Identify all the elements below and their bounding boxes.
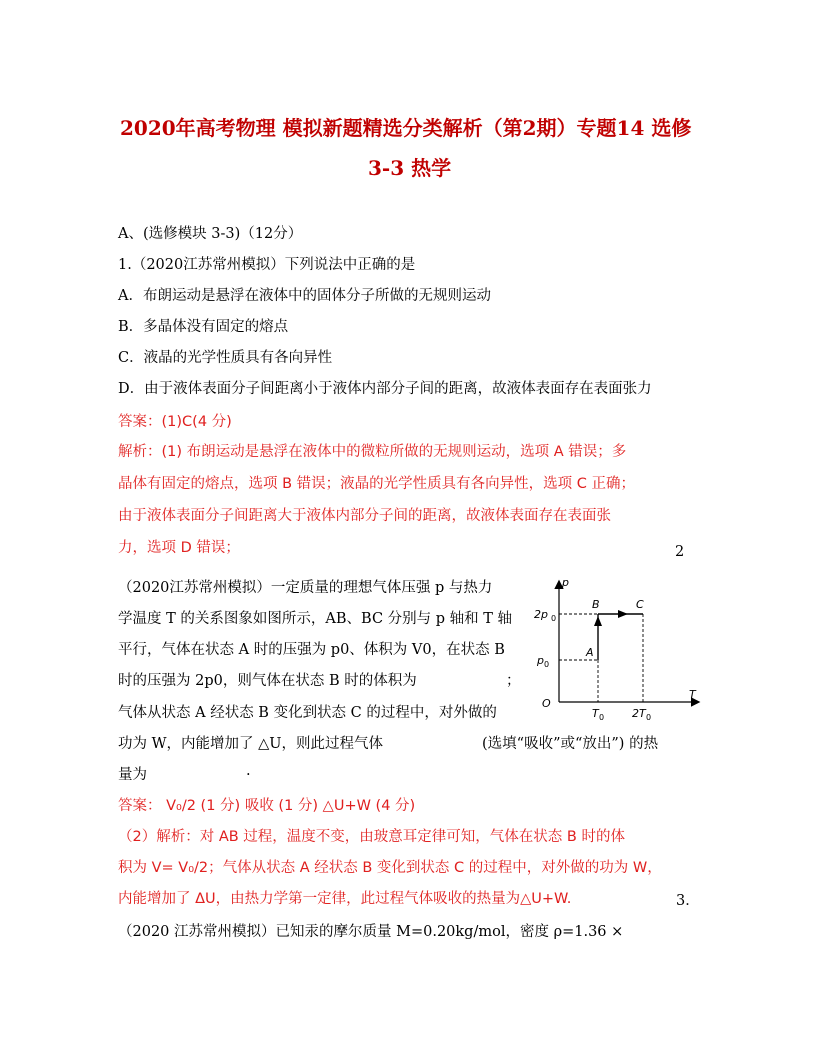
- label-T0: T: [592, 707, 599, 720]
- label-p0-sub: 0: [544, 660, 550, 669]
- pt-graph-figure: [528, 574, 706, 724]
- q1-option-c: C．液晶的光学性质具有各向异性: [118, 350, 333, 366]
- label-point-a: A: [586, 646, 594, 659]
- label-point-b: B: [592, 598, 600, 611]
- q2-text-line-7: 量为: [118, 767, 147, 783]
- q1-option-b: B．多晶体没有固定的熔点: [118, 319, 289, 335]
- q2-blank-1-end: ；: [506, 673, 521, 689]
- label-T: T: [689, 688, 696, 701]
- q2-text-line-2: 学温度 T 的关系图象如图所示，AB、BC 分别与 p 轴和 T 轴: [118, 611, 513, 627]
- q2-text-line-3: 平行，气体在状态 A 时的压强为 p0、体积为 V0，在状态 B: [118, 642, 505, 658]
- arrow-bc: [618, 610, 628, 618]
- q2-analysis-line-1: （2）解析：对 AB 过程，温度不变，由玻意耳定律可知，气体在状态 B 时的体: [118, 829, 625, 845]
- q1-analysis-line-1: 解析：(1) 布朗运动是悬浮在液体中的微粒所做的无规则运动，选项 A 错误；多: [118, 444, 627, 460]
- label-origin: O: [542, 697, 551, 710]
- arrow-ab: [594, 616, 602, 626]
- q2-text-line-1: （2020江苏常州模拟）一定质量的理想气体压强 p 与热力: [118, 580, 493, 596]
- label-2T0: 2T: [632, 707, 646, 720]
- q2-text-line-6: 功为 W，内能增加了 △U，则此过程气体: [118, 736, 383, 752]
- label-p: p: [562, 576, 569, 589]
- label-2p0-sub: 0: [551, 614, 557, 623]
- q1-answer: 答案：(1)C(4 分): [118, 414, 232, 430]
- q3-number: 3．: [676, 893, 700, 909]
- q3-text: （2020 江苏常州模拟）已知汞的摩尔质量 M=0.20kg/mol，密度 ρ=1.36 ×: [118, 924, 624, 940]
- q2-text-line-5: 气体从状态 A 经状态 B 变化到状态 C 的过程中，对外做的: [118, 705, 497, 721]
- q1-analysis-line-4: 力，选项 D 错误；: [118, 540, 240, 556]
- label-2T0-sub: 0: [646, 713, 652, 722]
- q2-text-line-7-end: .: [246, 763, 251, 779]
- label-T0-sub: 0: [599, 713, 605, 722]
- label-2p0: 2p: [534, 608, 548, 621]
- q2-text-line-6-tail: (选填“吸收”或“放出”) 的热: [482, 736, 659, 752]
- q2-text-line-4: 时的压强为 2p0，则气体在状态 B 时的体积为: [118, 673, 417, 689]
- q2-analysis-line-2: 积为 V= V₀/2；气体从状态 A 经状态 B 变化到状态 C 的过程中，对外做的功为 W，: [118, 860, 662, 876]
- q2-number: 2: [675, 544, 685, 560]
- q1-option-a: A．布朗运动是悬浮在液体中的固体分子所做的无规则运动: [118, 288, 491, 304]
- q2-analysis-line-3: 内能增加了 ΔU，由热力学第一定律，此过程气体吸收的热量为△U+W.: [118, 891, 572, 907]
- label-point-c: C: [636, 598, 644, 611]
- page-title-line-1: 2020年高考物理 模拟新题精选分类解析（第2期）专题14 选修: [120, 116, 692, 140]
- q1-stem: 1.（2020江苏常州模拟）下列说法中正确的是: [118, 257, 416, 273]
- q1-analysis-line-3: 由于液体表面分子间距离大于液体内部分子间的距离，故液体表面存在表面张: [118, 508, 611, 524]
- q2-answer: 答案： V₀/2 (1 分) 吸收 (1 分) △U+W (4 分): [118, 798, 416, 814]
- section-heading: A、(选修模块 3-3)（12分）: [118, 226, 303, 242]
- q1-option-d: D．由于液体表面分子间距离小于液体内部分子间的距离，故液体表面存在表面张力: [118, 381, 652, 397]
- page-title-line-2: 3-3 热学: [368, 156, 452, 180]
- q1-analysis-line-2: 晶体有固定的熔点，选项 B 错误；液晶的光学性质具有各向异性，选项 C 正确；: [118, 476, 636, 492]
- label-p0: p: [537, 654, 544, 667]
